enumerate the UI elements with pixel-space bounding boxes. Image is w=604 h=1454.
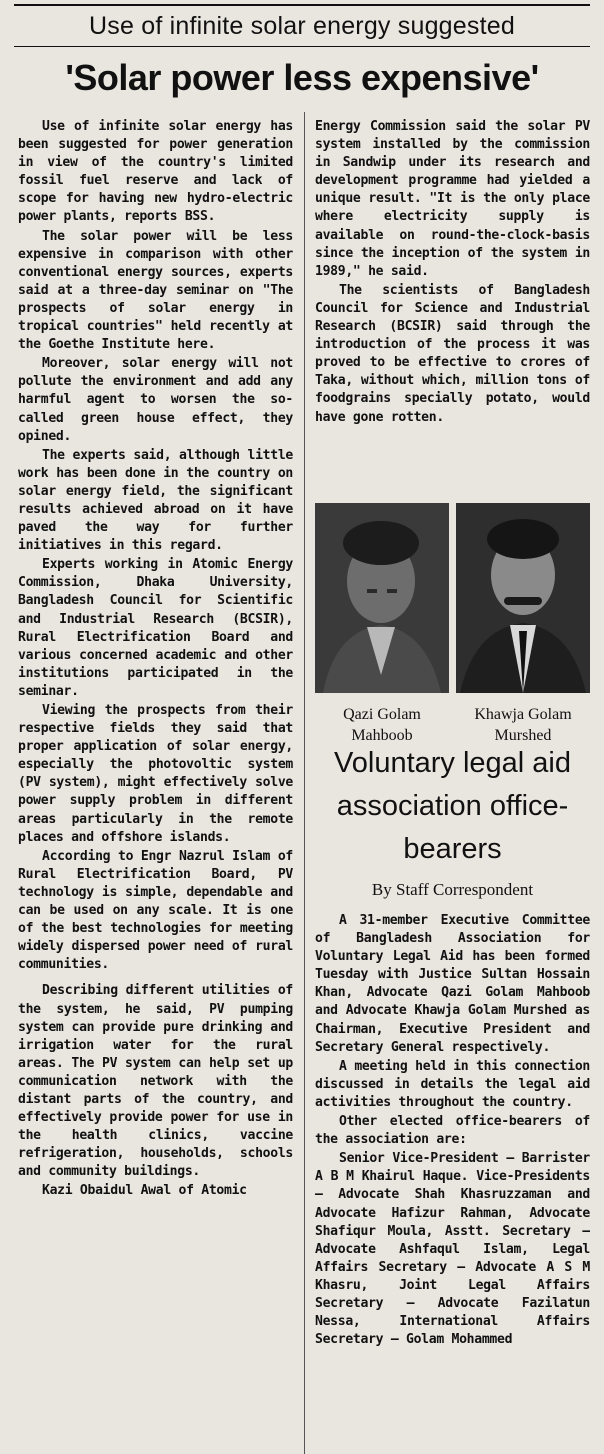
solar-article-left-column <box>18 118 293 1454</box>
paragraph: Senior Vice-President — Barrister A B M Khairul Haque. Vice-Presidents — Advocate Shah Khasruzzaman and Advocate Hafizur Rahman, Advocate Shafiqur Moula, Asstt. Secretary — Advocate Ashfaqul Islam, Legal Affairs Secretary — Advocate A S M Khasru, Joint Legal Affairs Secretary — Advocate Fazilatun Nessa, International Affairs Secretary — Golam Mohammed <box>315 1151 590 1348</box>
photo-caption: Khawja Golam Murshed <box>474 706 572 744</box>
paragraph: Other elected office-bearers of the association are: <box>315 1114 590 1148</box>
photo-caption: Qazi Golam Mahboob <box>343 706 421 744</box>
article-headline: 'Solar power less expensive' <box>65 57 539 98</box>
byline: By Staff Correspondent <box>371 880 534 899</box>
paragraph: Energy Commission said the solar PV system installed by the commission in Sandwip under its research and development programme had yielded a unique result. "It is the only place where electricity supply is available on round-the-clock-basis since the inception of the system in 1989," he said. <box>315 119 590 279</box>
paragraph: Moreover, solar energy will not pollute the environment and add any harmful agent to worsen the so-called green house effect, they opined. <box>18 356 293 444</box>
paragraph: Viewing the prospects from their respective fields they said that proper application of solar energy, especially the photovoltic system (PV system), might effectively solve power supply problem in different areas particularly in the remote places and offshore islands. <box>18 703 293 845</box>
paragraph: The experts said, although little work has been done in the country on solar energy field, the significant results achieved abroad on it have paved the way for further initiatives in this regard. <box>18 447 293 554</box>
paragraph: A meeting held in this connection discussed in details the legal aid activities throughout the country. <box>315 1058 590 1110</box>
paragraph: Kazi Obaidul Awal of Atomic <box>42 1183 247 1199</box>
paragraph: Describing different utilities of the system, he said, PV pumping system can provide pure drinking and irrigation water for the rural areas. The PV system can help set up communication network with the distant parts of the country, and effectively provide power for use in the health clinics, vaccine refrigeration, households, schools and community buildings. <box>18 983 293 1180</box>
article-kicker: Use of infinite solar energy suggested <box>14 4 590 47</box>
paragraph: According to Engr Nazrul Islam of Rural Electrification Board, PV technology is simple, dependable and can be used on any scale. It is one of the best technologies for meeting widely dispersed power need of rural communities. <box>18 848 293 973</box>
column-divider <box>304 112 305 1454</box>
paragraph: Experts working in Atomic Energy Commission, Dhaka University, Bangladesh Council for Scientific and Industrial Research (BCSIR), Rural Electrification Board and various concerned academic and other institutions participated in the seminar. <box>18 557 293 699</box>
paragraph: Use of infinite solar energy has been suggested for power generation in view of the country's limited fossil fuel reserve and lack of scope for having new hydro-electric power plants, reports BSS. <box>18 119 293 225</box>
paragraph: A 31-member Executive Committee of Bangladesh Association for Voluntary Legal Aid has been formed Tuesday with Justice Sultan Hossain Khan, Advocate Qazi Golam Mahboob and Advocate Khawja Golam Murshed as Chairman, Executive President and Secretary General respectively. <box>315 913 590 1055</box>
legal-aid-article-body <box>315 912 590 1454</box>
paragraph: The solar power will be less expensive in comparison with other conventional energy sources, experts said at a three-day seminar on "The prospects of solar energy in tropical countries" held recently at the Goethe Institute here. <box>18 228 293 353</box>
solar-article-right-column <box>315 118 590 492</box>
paragraph: The scientists of Bangladesh Council for Science and Industrial Research (BCSIR) said through the introduction of the process it was proved to be effective to crores of Taka, without which, million tons of foodgrains specially potato, would have gone rotten. <box>315 282 590 425</box>
article-headline: Voluntary legal aid association office-bearers <box>334 747 571 865</box>
portrait-photo <box>456 503 590 693</box>
portrait-photo <box>315 503 449 693</box>
